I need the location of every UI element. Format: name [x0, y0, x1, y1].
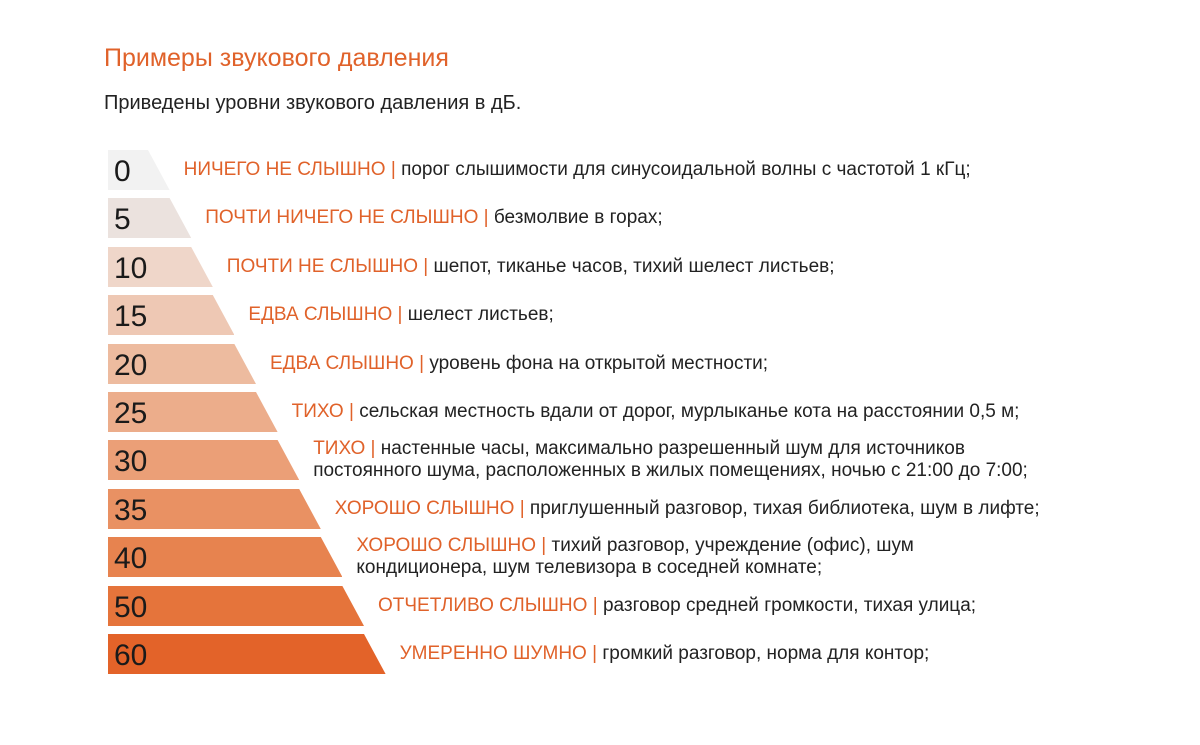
- db-value: 0: [114, 155, 131, 188]
- db-value: 25: [114, 397, 148, 430]
- description-line: [313, 438, 1028, 460]
- description-text: безмолвие в горах;: [493, 207, 663, 228]
- pyramid-row: [108, 247, 1190, 287]
- description-text: шепот, тиканье часов, тихий шелест листьев;: [433, 256, 835, 277]
- pyramid-row: [108, 489, 1190, 529]
- db-value: 5: [114, 203, 131, 236]
- description-line: [356, 557, 913, 579]
- description-line: [227, 256, 835, 278]
- pyramid-row: [108, 198, 1190, 238]
- description-text: приглушенный разговор, тихая библиотека, шум в лифте;: [529, 498, 1040, 519]
- level-description: [378, 586, 976, 626]
- description-line: [400, 643, 930, 665]
- page-subtitle: Приведены уровни звукового давления в дБ.: [104, 92, 522, 114]
- loudness-label: ЕДВА СЛЫШНО |: [270, 353, 425, 374]
- description-text: сельская местность вдали от дорог, мурлыканье кота на расстоянии 0,5 м;: [359, 401, 1020, 422]
- pyramid-row: [108, 344, 1190, 384]
- description-text: шелест листьев;: [407, 304, 554, 325]
- level-description: [356, 537, 913, 577]
- loudness-label: УМЕРЕННО ШУМНО |: [399, 643, 598, 664]
- loudness-label: ТИХО |: [291, 401, 354, 422]
- description-line: [313, 460, 1028, 482]
- description-text: постоянного шума, расположенных в жилых помещениях, ночью с 21:00 до 7:00;: [313, 460, 1028, 481]
- level-description: [400, 634, 930, 674]
- db-value: 10: [114, 252, 148, 285]
- description-text: кондиционера, шум телевизора в соседней комнате;: [356, 557, 823, 578]
- db-value: 30: [114, 445, 148, 478]
- level-description: [270, 344, 768, 384]
- description-line: [335, 498, 1040, 520]
- description-text: порог слышимости для синусоидальной волны с частотой 1 кГц;: [401, 159, 971, 180]
- description-text: разговор средней громкости, тихая улица;: [602, 595, 977, 616]
- db-value: 50: [114, 591, 148, 624]
- loudness-label: НИЧЕГО НЕ СЛЫШНО |: [183, 159, 396, 180]
- description-line: [270, 353, 768, 375]
- loudness-label: ХОРОШО СЛЫШНО |: [334, 498, 525, 519]
- description-text: настенные часы, максимально разрешенный шум для источников: [380, 438, 965, 459]
- pyramid-row: [108, 586, 1190, 626]
- db-value: 35: [114, 494, 148, 527]
- pyramid-row: [108, 537, 1190, 577]
- description-text: тихий разговор, учреждение (офис), шум: [551, 535, 914, 556]
- level-description: [184, 150, 971, 190]
- description-text: громкий разговор, норма для контор;: [602, 643, 930, 664]
- page-title: Примеры звукового давления: [104, 44, 449, 72]
- level-description: [205, 198, 662, 238]
- description-line: [184, 159, 971, 181]
- description-text: уровень фона на открытой местности;: [429, 353, 769, 374]
- description-line: [248, 304, 553, 326]
- db-value: 15: [114, 300, 148, 333]
- loudness-label: ПОЧТИ НЕ СЛЫШНО |: [226, 256, 429, 277]
- level-description: [335, 489, 1040, 529]
- description-line: [205, 207, 662, 229]
- level-description: [227, 247, 835, 287]
- description-line: [292, 401, 1020, 423]
- pyramid-row: [108, 392, 1190, 432]
- pyramid-row: [108, 150, 1190, 190]
- loudness-label: ОТЧЕТЛИВО СЛЫШНО |: [378, 595, 598, 616]
- loudness-label: ЕДВА СЛЫШНО |: [248, 304, 403, 325]
- db-value: 20: [114, 349, 148, 382]
- description-line: [356, 535, 913, 557]
- description-line: [378, 595, 976, 617]
- loudness-label: ТИХО |: [313, 438, 376, 459]
- db-value: 60: [114, 639, 148, 672]
- loudness-label: ПОЧТИ НИЧЕГО НЕ СЛЫШНО |: [205, 207, 489, 228]
- loudness-label: ХОРОШО СЛЫШНО |: [356, 535, 547, 556]
- db-value: 40: [114, 542, 148, 575]
- pyramid-row: [108, 440, 1190, 480]
- pyramid-band: [108, 634, 386, 674]
- pyramid-row: [108, 295, 1190, 335]
- level-description: [292, 392, 1020, 432]
- level-description: [313, 440, 1028, 480]
- pyramid-row: [108, 634, 1190, 674]
- level-description: [248, 295, 553, 335]
